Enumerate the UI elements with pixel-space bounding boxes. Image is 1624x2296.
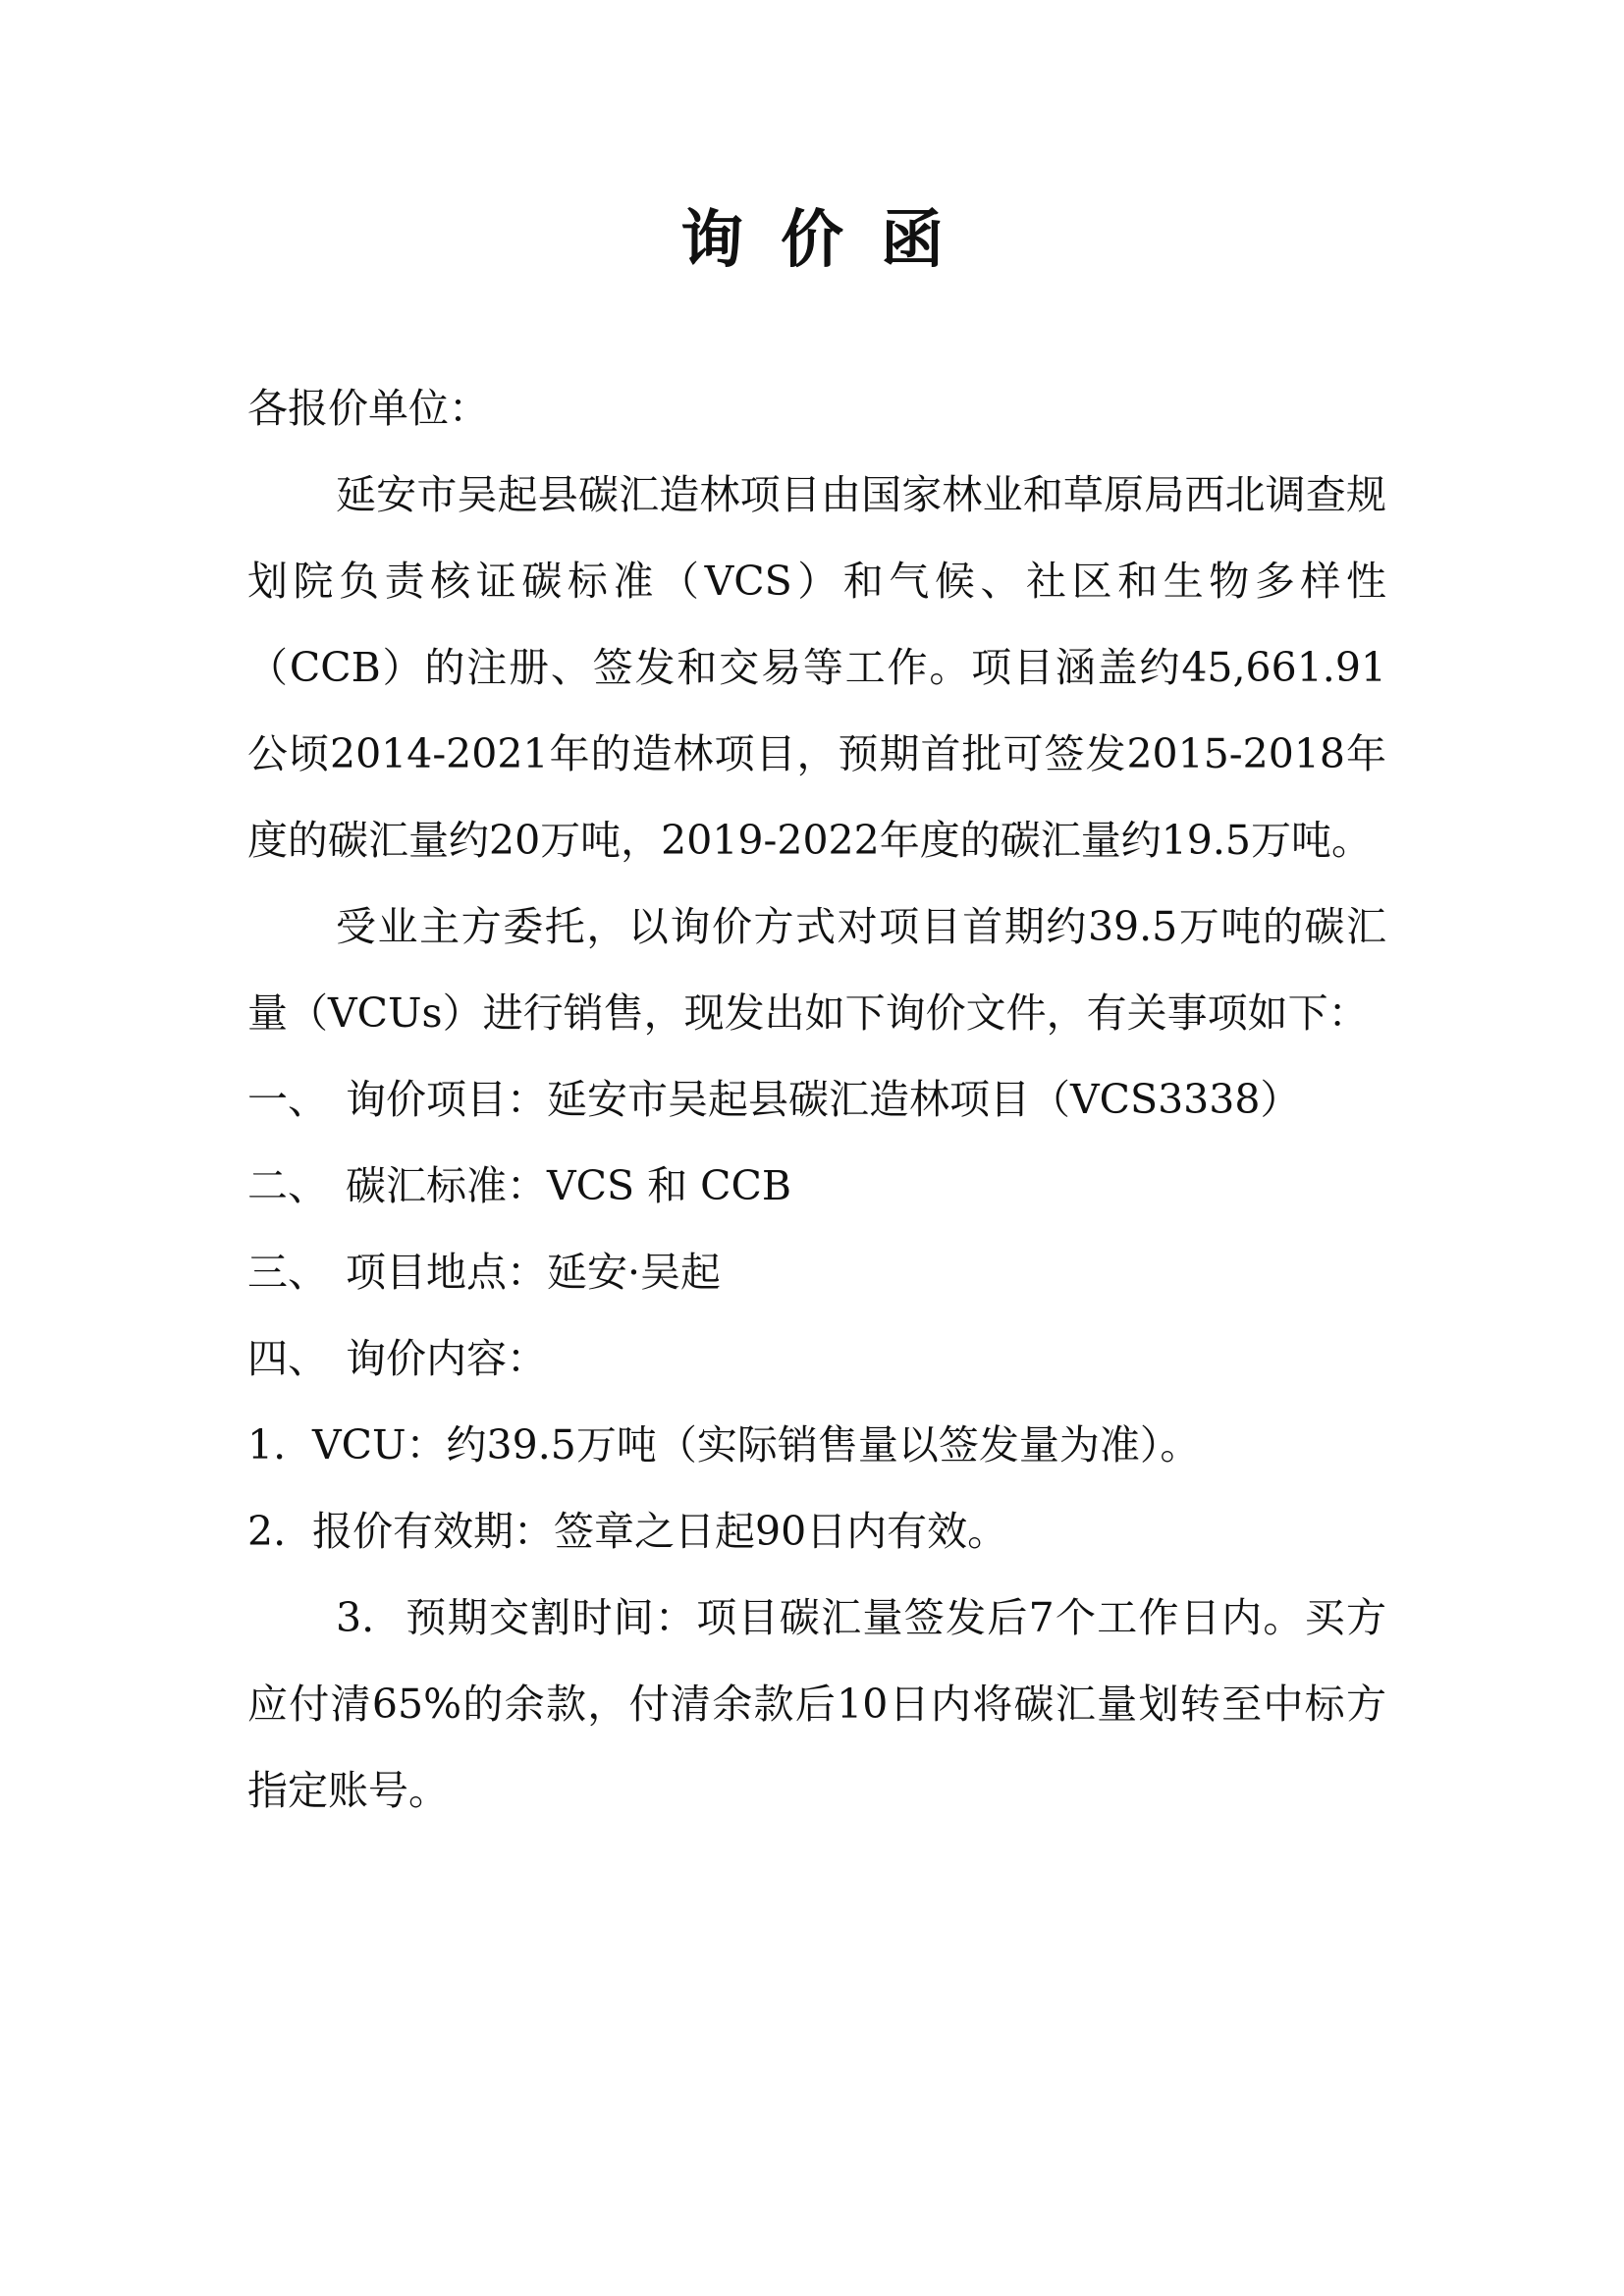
subitem-text: VCU：约39.5万吨（实际销售量以签发量为准）。: [312, 1421, 1201, 1468]
list-item-text: 项目地点：延安·吴起: [346, 1249, 722, 1296]
subitem-delivery-time: [247, 1575, 1386, 1834]
subitem-number: 2.: [247, 1508, 287, 1555]
list-item-text: 询价内容：: [346, 1335, 547, 1382]
list-item-text: 询价项目：延安市吴起县碳汇造林项目（VCS3338）: [346, 1076, 1301, 1123]
list-item-number: 三、: [247, 1249, 328, 1296]
salutation: 各报价单位：: [247, 385, 489, 432]
list-item-project-location: [247, 1229, 1386, 1315]
list-item-number: 二、: [247, 1162, 328, 1209]
subitem-number: 3.: [336, 1594, 375, 1641]
list-item-inquiry-project: [247, 1056, 1386, 1143]
subitem-number: 1.: [247, 1421, 287, 1468]
paragraph-project-intro: 延安市吴起县碳汇造林项目由国家林业和草原局西北调查规划院负责核证碳标准（VCS）和气候、社区和生物多样性（CCB）的注册、签发和交易等工作。项目涵盖约45,661.91公顷2014-2021年的造林项目，预期首批可签发2015-2018年度的碳汇量约20万吨，2019-2022年度的碳汇量约19.5万吨。: [247, 471, 1386, 864]
subitem-vcu-quantity: [247, 1402, 1386, 1488]
document-title: 询价函: [680, 203, 981, 277]
list-item-number: 一、: [247, 1076, 328, 1123]
paragraph-commission: 受业主方委托，以询价方式对项目首期约39.5万吨的碳汇量（VCUs）进行销售，现发出如下询价文件，有关事项如下：: [247, 903, 1386, 1037]
subitem-quote-validity: [247, 1488, 1386, 1575]
list-item-number: 四、: [247, 1335, 328, 1382]
subitem-text: 预期交割时间：项目碳汇量签发后7个工作日内。买方应付清65%的余款，付清余款后10日内将碳汇量划转至中标方指定账号。: [247, 1594, 1386, 1814]
list-item-text: 碳汇标准：VCS 和 CCB: [346, 1162, 792, 1209]
list-item-inquiry-content: [247, 1315, 1386, 1402]
subitem-text: 报价有效期：签章之日起90日内有效。: [312, 1508, 1008, 1555]
list-item-carbon-standard: [247, 1143, 1386, 1229]
document-body: [247, 365, 1386, 1834]
